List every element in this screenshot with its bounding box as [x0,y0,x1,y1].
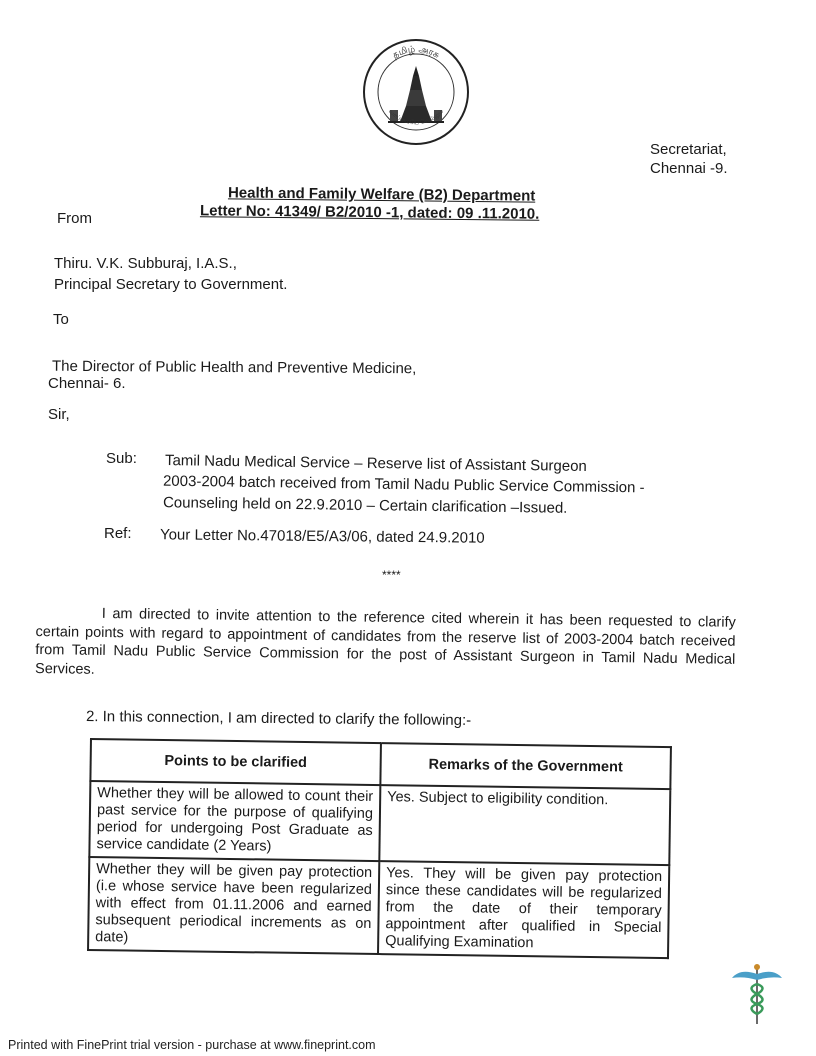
subject-line: 2003-2004 batch received from Tamil Nadu Public Service Commission - [162,472,645,497]
emblem-bottom-text: வாய்மையே வெல்லும் [386,107,446,127]
body-paragraph [35,604,736,688]
column-header-points: Points to be clarified [90,739,381,785]
salutation: Sir, [48,406,70,423]
clarification-table [87,738,672,959]
recipient-name: The Director of Public Health and Preventive Medicine, [51,357,417,378]
emblem-top-text: தமிழ் அரசு [391,44,441,61]
remark-cell: Yes. Subject to eligibility condition. [379,785,670,865]
office-city: Chennai -9. [650,160,728,177]
reference-text: Your Letter No.47018/E5/A3/06, dated 24.9.2010 [159,526,485,547]
body-paragraph-text: I am directed to invite attention to the reference cited wherein it has been requested to clarify certain points with regard to appointment of candidates from the reserve list of 2003-2004 batch received from Tamil Nadu Public Service Commission for the post of Assistant Surgeon in Tamil Nadu Medical Services. [34,605,736,678]
column-header-remarks: Remarks of the Government [380,743,671,789]
body-paragraph-2: 2. In this connection, I am directed to clarify the following:- [85,707,472,730]
sender-title: Principal Secretary to Government. [54,276,288,293]
tamil-nadu-temple-emblem-icon [360,36,472,148]
from-label: From [57,210,92,227]
caduceus-icon [730,962,784,1026]
office-address [650,140,728,178]
table-row [88,857,669,958]
to-label: To [53,311,69,328]
sender-name: Thiru. V.K. Subburaj, I.A.S., [54,255,237,272]
department-heading: Health and Family Welfare (B2) Department [227,184,536,205]
remark-cell: Yes. They will be given pay protection since these candidates will be regularized from the date of their temporary appointment after qualified in Special Qualifying Examination [378,861,669,958]
subject-label: Sub: [106,450,137,467]
point-cell: Whether they will be given pay protection (i.e whose service have been regularized with effect from 01.11.2006 and earned subsequent periodical increments as on date) [88,857,379,954]
office-name: Secretariat, [650,141,727,158]
reference-label: Ref: [104,525,132,542]
point-cell: Whether they will be allowed to count their past service for the purpose of qualifying period for undergoing Post Graduate as service candidate (2 Years) [89,781,380,861]
print-footer: Printed with FinePrint trial version - purchase at www.fineprint.com [8,1038,376,1052]
table-row [89,781,670,865]
subject-line: Counseling held on 22.9.2010 – Certain clarification –Issued. [162,494,568,517]
recipient-city: Chennai- 6. [48,375,126,392]
letter-number: Letter No: 41349/ B2/2010 -1, dated: 09 .11.2010. [199,202,540,223]
separator: **** [382,568,401,582]
subject-line: Tamil Nadu Medical Service – Reserve list of Assistant Surgeon [164,452,587,475]
